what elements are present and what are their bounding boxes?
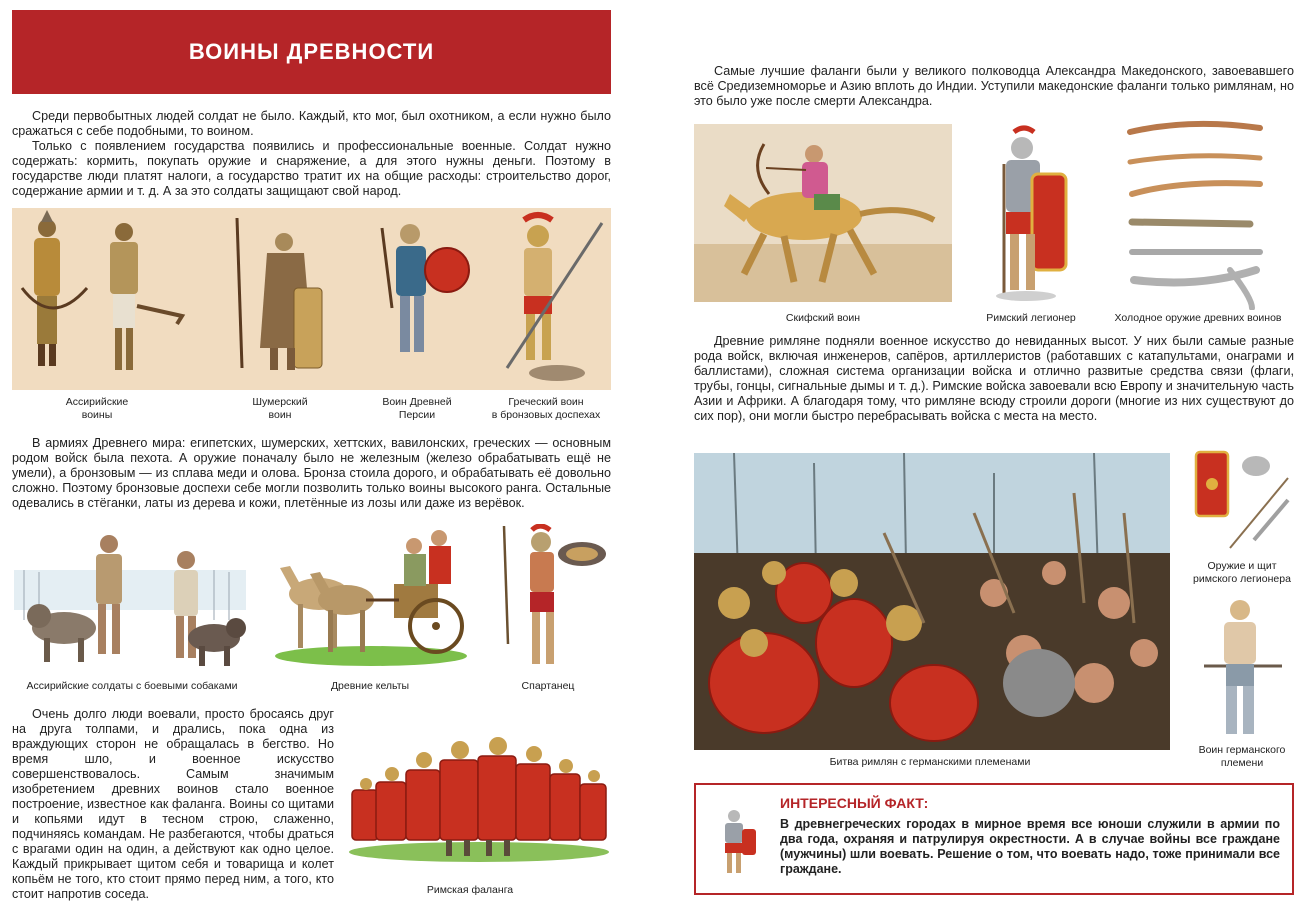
armies-paragraph: В армиях Древнего мира: египетских, шумерских, хеттских, вавилонских, греческих — основным родом войск была пехота. А оружие поначалу было не железным (железо обрабатывать ещё не умели), а бронзовым — из сплава меди и олова. Бронза стоила дорого, и обрабатывать её довольно сложно. Поэтому бронзовые доспехи себе могли позволить только воины высокого ранга. Остальные одевались в стёганки, латы из дерева и кожи, плетённые из лозы или даже из верёвок.: [12, 436, 611, 510]
spartan-illustration: [494, 524, 610, 674]
assyrian-archer-figure: [110, 223, 182, 370]
roman-phalanx-illustration: [346, 730, 612, 870]
page-title: ВОИНЫ ДРЕВНОСТИ: [188, 39, 435, 64]
fact-warrior-icon: [708, 807, 760, 875]
caption-weapons: Холодное оружие древних воинов: [1114, 312, 1282, 324]
rome-text: [694, 334, 1294, 424]
phalanx-text: [12, 707, 334, 902]
rome-paragraph: Древние римляне подняли военное искусство до невиданных высот. У них были самые разные рода войск, включая инженеров, сапёров, артиллеристов (работавших с катапультами, онаграми и баллистами), сложная система организации войска и отлично развитые средства связи (флаги, трубы, гонцы, сигнальные дымы и т. д.). Римские войска завоевали всю Европу и значительную часть Азии и Африки. А благодаря тому, что римляне всюду строили дороги (многие из них существуют до сих пор), они могли быстро перебрасывать войска с места на место.: [694, 334, 1294, 423]
assyrian-dogs-illustration: [14, 530, 246, 670]
legionary-shield-weapons-illustration: [1190, 448, 1294, 556]
macedon-text: [694, 64, 1294, 109]
celts-chariot-illustration: [274, 524, 468, 670]
persian-warrior-figure: [382, 224, 469, 352]
caption-sumerian-warrior: Шумерский воин: [252, 396, 308, 421]
caption-persian-warrior: Воин Древней Персии: [382, 396, 452, 421]
caption-celts: Древние кельты: [330, 680, 410, 692]
ancient-warriors-illustration: [12, 208, 611, 390]
caption-legionary: Римский легионер: [986, 312, 1076, 324]
armies-text: [12, 436, 611, 511]
greek-hoplite-figure: [507, 215, 602, 381]
caption-battle: Битва римлян с германскими племенами: [829, 756, 1031, 768]
caption-assyrian-warriors: Ассирийские воины: [65, 396, 129, 421]
caption-spartan: Спартанец: [521, 680, 575, 692]
intro-paragraph-1: Среди первобытных людей солдат не было. Каждый, кто мог, был охотником, а если нужно было сражаться с себе подобными, то воином.: [12, 109, 611, 138]
caption-assyrian-dogs: Ассирийские солдаты с боевыми собаками: [26, 680, 238, 692]
caption-roman-phalanx: Римская фаланга: [426, 884, 514, 896]
intro-paragraph-2: Только с появлением государства появились и профессиональные военные. Солдат нужно содержать: кормить, покупать оружие и снаряжение, а для этого нужны деньги. Поэтому в государстве люди платят налоги, а государство тратит их на общие расходы: строительство дорог, содержание армии и т. д. А за это солдаты защищают свой народ.: [12, 139, 611, 198]
caption-greek-warrior: Греческий воин в бронзовых доспехах: [491, 396, 601, 421]
assyrian-warrior-figure: [22, 210, 87, 366]
intro-text: [12, 109, 611, 199]
macedon-paragraph: Самые лучшие фаланги были у великого полководца Александра Македонского, завоевавшего всё Средиземноморье и Азию вплоть до Индии. Уступили македонские фаланги только римлянам, но это было уже после смерти Александра.: [694, 64, 1294, 108]
page-title-bar: [12, 10, 611, 94]
interesting-fact-box: [694, 783, 1294, 895]
caption-legionary-weapons: Оружие и щит римского легионера: [1193, 560, 1291, 585]
german-warrior-illustration: [1196, 596, 1288, 738]
sumerian-warrior-figure: [237, 218, 322, 370]
roman-legionary-illustration: [976, 124, 1088, 304]
caption-german-warrior: Воин германского племени: [1198, 744, 1286, 769]
ancient-weapons-illustration: [1120, 118, 1270, 310]
battle-illustration: [694, 453, 1170, 750]
caption-scythian: Скифский воин: [785, 312, 861, 324]
fact-title: ИНТЕРЕСНЫЙ ФАКТ:: [780, 795, 929, 811]
phalanx-paragraph: Очень долго люди воевали, просто бросаясь друг на друга толпами, и дрались, пока одна из враждующих сторон не обращалась в бегство. Но время шло, и военное искусство совершенствовалось. Самым значимым изобретением древних воинов стало военное построение, известное как фаланга. Воины со щитами и копьями идут в тесном строю, слаженно, подчиняясь командам. Не разбегаются, чтобы драться с врагами один на один, а действуют как одно целое. Каждый прикрывает щитом себя и товарища и колет копьём не того, кто стоит прямо перед ним, а того, кто стоит напротив соседа.: [12, 707, 334, 901]
scythian-warrior-illustration: [694, 124, 952, 302]
fact-text: В древнегреческих городах в мирное время все юноши служили в армии по два года, охраняя и патрулируя окрестности. А в случае войны все граждане (мужчины) шли воевать. Решение о том, что воевать надо, тоже принимали все граждане.: [780, 817, 1280, 876]
